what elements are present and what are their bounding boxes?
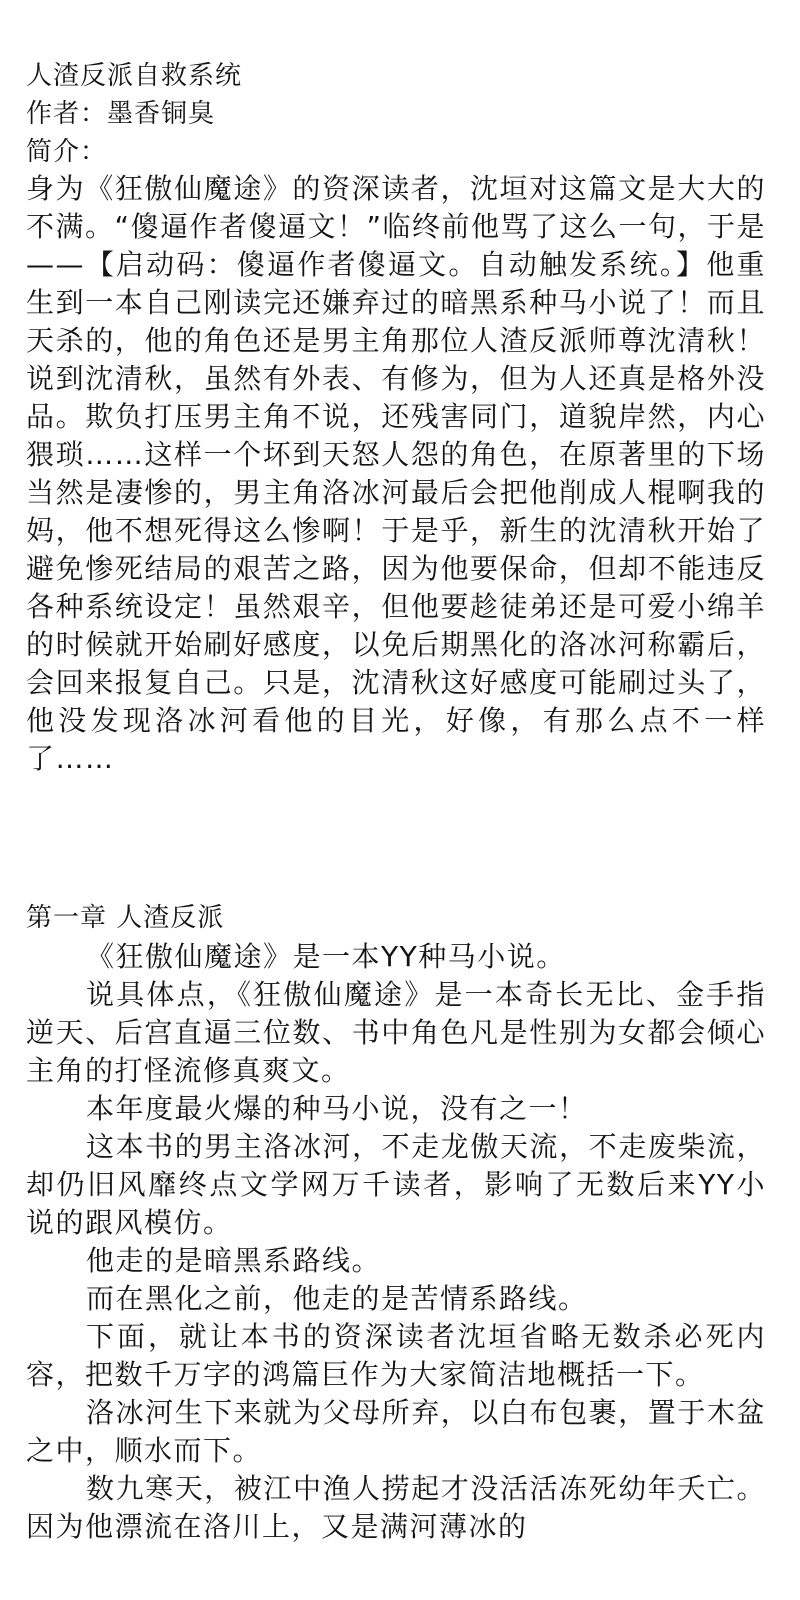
chapter-paragraph: 下面，就让本书的资深读者沈垣省略无数杀必死内容，把数千万字的鸿篇巨作为大家简洁地概括一下。 xyxy=(26,1320,766,1391)
chapter-title: 第一章 人渣反派 xyxy=(26,903,225,933)
chapter-paragraph: 数九寒天，被江中渔人捞起才没活活冻死幼年夭亡。因为他漂流在洛川上，又是满河薄冰的 xyxy=(26,1472,766,1543)
chapter-paragraph: 而在黑化之前，他走的是苦情系路线。 xyxy=(86,1282,588,1315)
chapter-body xyxy=(26,938,766,1546)
chapter-paragraph: 本年度最火爆的种马小说，没有之一！ xyxy=(86,1092,588,1125)
book-title: 人渣反派自救系统 xyxy=(26,61,243,91)
chapter-paragraph: 洛冰河生下来就为父母所弃，以白布包裹，置于木盆之中，顺水而下。 xyxy=(26,1396,766,1467)
chapter-paragraph: 说具体点，《狂傲仙魔途》是一本奇长无比、金手指逆天、后宫直逼三位数、书中角色凡是性别为女都会倾心主角的打怪流修真爽文。 xyxy=(26,978,766,1087)
summary-text: 身为《狂傲仙魔途》的资深读者，沈垣对这篇文是大大的不满。“傻逼作者傻逼文！”临终前他骂了这么一句，于是——【启动码：傻逼作者傻逼文。自动触发系统。】他重生到一本自己刚读完还嫌弃过的暗黑系种马小说了！而且天杀的，他的角色还是男主角那位人渣反派师尊沈清秋！说到沈清秋，虽然有外表、有修为，但为人还真是格外没品。欺负打压男主角不说，还残害同门，道貌岸然，内心猥琐……这样一个坏到天怒人怨的角色，在原著里的下场当然是凄惨的，男主角洛冰河最后会把他削成人棍啊我的妈，他不想死得这么惨啊！于是乎，新生的沈清秋开始了避免惨死结局的艰苦之路，因为他要保命，但却不能违反各种系统设定！虽然艰辛，但他要趁徒弟还是可爱小绵羊的时候就开始刷好感度，以免后期黑化的洛冰河称霸后，会回来报复自己。只是，沈清秋这好感度可能刷过头了，他没发现洛冰河看他的目光，好像，有那么点不一样了…… xyxy=(26,172,767,775)
book-author: 作者：墨香铜臭 xyxy=(26,99,216,129)
intro-label: 简介： xyxy=(26,137,108,167)
chapter-paragraph: 他走的是暗黑系路线。 xyxy=(86,1244,382,1277)
chapter-paragraph: 这本书的男主洛冰河，不走龙傲天流，不走废柴流，却仍旧风靡终点文学网万千读者，影响了无数后来YY小说的跟风模仿。 xyxy=(26,1130,766,1239)
chapter-paragraph: 《狂傲仙魔途》是一本YY种马小说。 xyxy=(86,940,566,973)
